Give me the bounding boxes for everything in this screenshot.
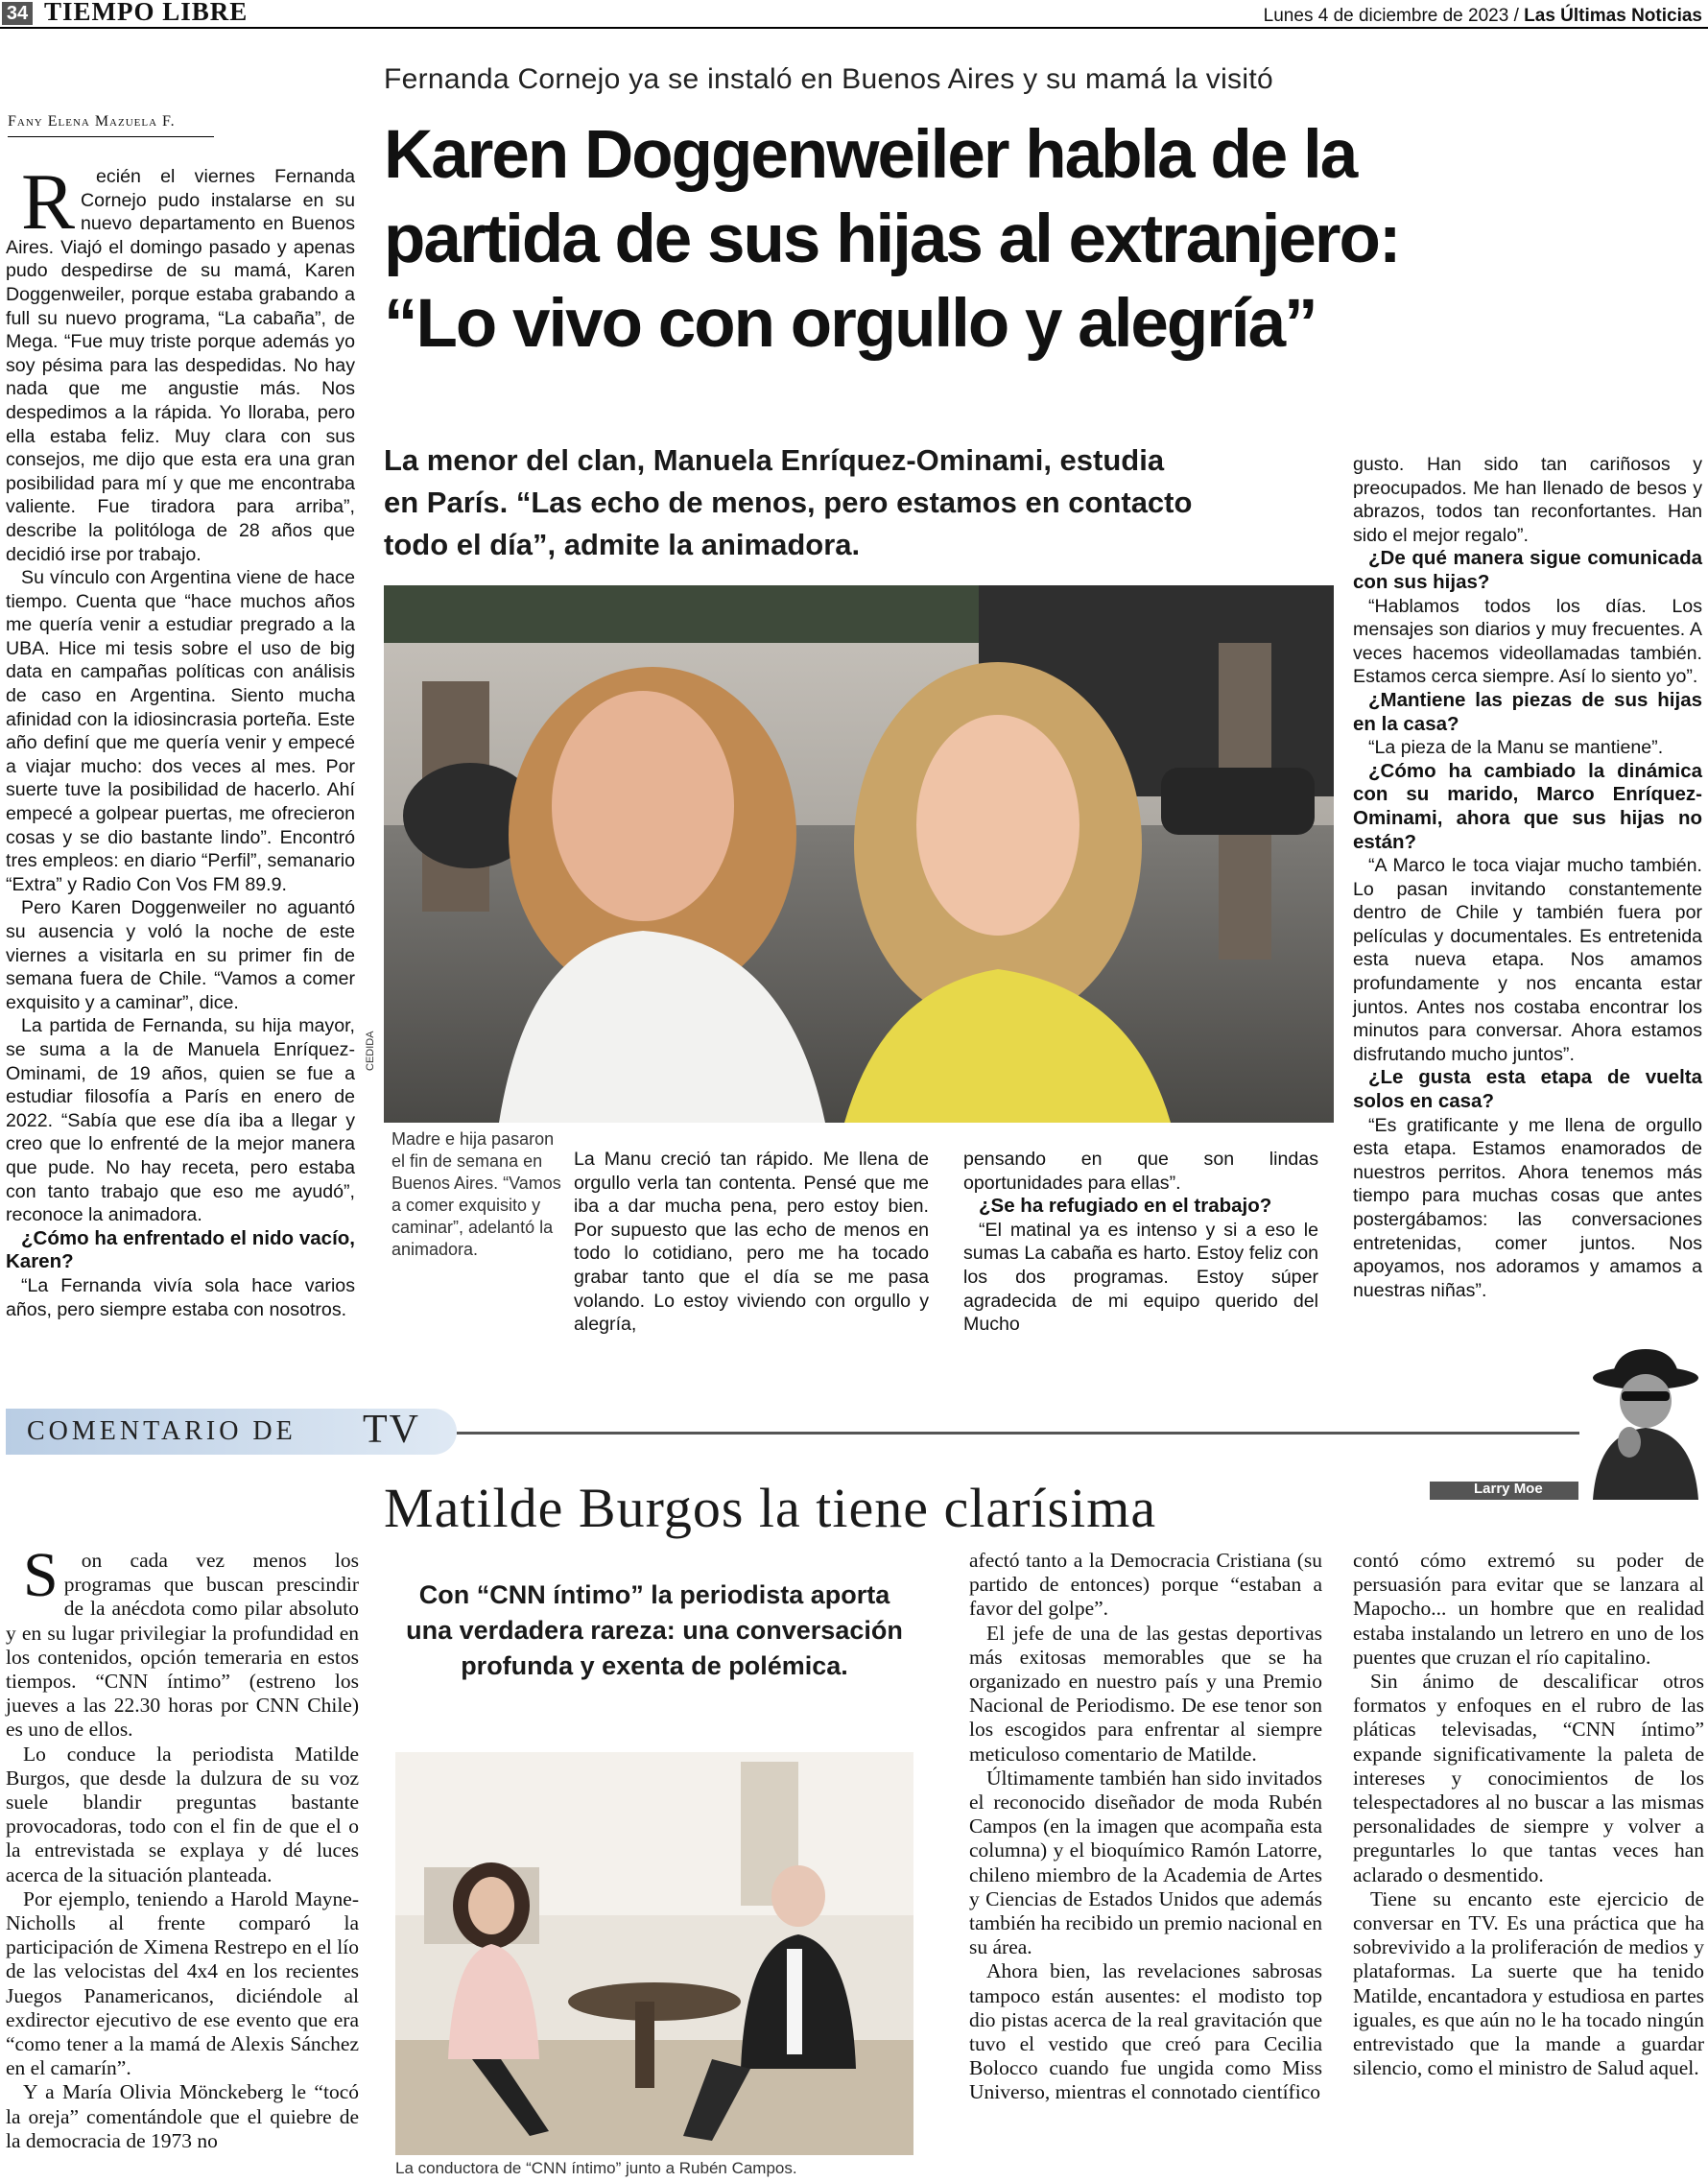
paragraph: afectó tanto a la Democracia Cristiana (su partido de entonces) porque “estaban a favor del golpe”.: [969, 1549, 1322, 1621]
paragraph: Tiene su encanto este ejercicio de conversar en TV. Es una práctica que ha sobrevivido a la proliferación de medios y plataformas. La suerte que ha tenido Matilde, encantadora y estudiosa en partes iguales, es que aún no le ha tocado ningún entrevistado que la mande a guardar silencio, como el ministro de Salud aquel.: [1353, 1886, 1704, 2080]
section-banner: [6, 1409, 457, 1455]
section-banner-tv: TV: [363, 1408, 420, 1452]
paragraph: Recién el viernes Fernanda Cornejo pudo instalarse en su nuevo departamento en Buenos Aires. Viajó el domingo pasado y apenas pudo despedirse de su mamá, Karen Doggenweiler, porque estaba grabando a full su nuevo programa, “La cabaña”, de Mega. “Fue muy triste porque además yo soy pésima para las despedidas. No hay nada que me angustie más. Nos despedimos a la rápida. Yo lloraba, pero ella estaba feliz. Muy clara con sus consejos, me dijo que esta era una gran posibilidad para mí y que me encontraba valiente. Fue tiradora para arriba”, describe la politóloga de 28 años que decidió irse por trabajo.: [6, 157, 355, 565]
paragraph: Y a María Olivia Mönckeberg le “tocó la oreja” comentándole que el quiebre de la democracia de 1973 no: [6, 2080, 359, 2152]
paragraph: “El matinal ya es intenso y si a eso le sumas La cabaña es harto. Estoy feliz con los dos programas. Estoy súper agradecida de mi equipo querido del Mucho: [963, 1219, 1318, 1336]
section-banner-label: COMENTARIO DE: [27, 1416, 297, 1446]
paragraph: El jefe de una de las gestas deportivas más exitosas memorables que se ha organizado en nuestro país y una Premio Nacional de Periodismo. De ese tenor son los escogidos para enfrentar al siempre meticuloso comentario de Matilde.: [969, 1621, 1322, 1766]
tv-column-3: [969, 1549, 1322, 2105]
question: ¿Cómo ha cambiado la dinámica con su marido, Marco Enríquez-Ominami, ahora que sus hijas no están?: [1353, 759, 1702, 853]
columnist-name: Larry Moe: [1474, 1481, 1543, 1497]
paragraph: “La pieza de la Manu se mantiene”.: [1368, 737, 1664, 759]
tv-photo-illustration: [395, 1752, 913, 2155]
columnist-illustration: [1583, 1341, 1703, 1500]
photo-caption: Madre e hija pasaron el fin de semana en Buenos Aires. “Vamos a comer exquisito y caminar”, adelantó la animadora.: [391, 1129, 561, 1259]
kicker: Fernanda Cornejo ya se instaló en Buenos Aires y su mamá la visitó: [384, 63, 1273, 95]
section-rule: [457, 1432, 1579, 1435]
question: ¿De qué manera sigue comunicada con sus hijas?: [1353, 547, 1702, 593]
lead: [384, 439, 1343, 566]
photo-mother-daughter: [384, 585, 1334, 1123]
tv-column-4: [1353, 1549, 1704, 2080]
paragraph: pensando en que son lindas oportunidades para ellas”.: [963, 1149, 1318, 1194]
lead-line-1: La menor del clan, Manuela Enríquez-Ominami, estudia: [384, 443, 1165, 477]
header-rule: [0, 27, 1708, 29]
article-column-3: [963, 1148, 1318, 1337]
paragraph: La Manu creció tan rápido. Me llena de orgullo verla tan contenta. Pensé que me iba a dar mucha pena, pero estoy bien. Por supuesto que las echo de menos en todo lo cotidiano, pero me ha tocado grabar tanto que el día se me pasa volando. Lo estoy viviendo con orgullo y alegría,: [574, 1149, 929, 1336]
headline-line-1: Karen Doggenweiler habla de la: [384, 117, 1357, 193]
headline-line-2: partida de sus hijas al extranjero:: [384, 202, 1400, 277]
paragraph: “Es gratificante y me llena de orgullo esta etapa. Estamos enamorados de nuestros perritos. Ahora tenemos más tiempo para muchas cosas que antes postergábamos: las conversaciones entretenidas, comer juntos. Nos apoyamos, nos adoramos y amamos a nuestras niñas”.: [1353, 1114, 1702, 1301]
photo-credit: CEDIDA: [365, 1031, 376, 1071]
issue-date: Lunes 4 de diciembre de 2023: [1263, 6, 1509, 26]
article-column-2: [574, 1148, 929, 1337]
question: ¿Mantiene las piezas de sus hijas en la casa?: [1353, 688, 1702, 735]
dateline-separator: /: [1513, 6, 1519, 26]
section-title: TIEMPO LIBRE: [44, 0, 249, 26]
paragraph: Son cada vez menos los programas que buscan prescindir de la anécdota como pilar absoluto y en su lugar privilegiar la profundidad en los contenidos, opción temeraria en estos tiempos. “CNN íntimo” (estreno los jueves a las 22.30 horas por CNN Chile) es uno de ellos.: [6, 1540, 359, 1742]
article-column-1: [6, 157, 355, 1321]
photo-illustration: [384, 585, 1334, 1123]
paragraph: gusto. Han sido tan cariñosos y preocupados. Me han llenado de besos y abrazos, todos tan reconfortantes. Han sido el mejor regalo”.: [1353, 454, 1702, 546]
paragraph: Últimamente también han sido invitados el reconocido diseñador de moda Rubén Campos (en la imagen que acompaña esta columna) y el bioquímico Ramón Latorre, chileno miembro de la Academia de Artes y Ciencias de Estados Unidos que además también ha recibido un premio nacional en su área.: [969, 1766, 1322, 1959]
paragraph: Por ejemplo, teniendo a Harold Mayne-Nicholls al frente comparó la participación de Ximena Restrepo en el lío de las velocistas del 4x4 en los recientes Juegos Panamericanos, diciéndole al exdirector ejecutivo de ese evento que era “como tener a la mamá de Alexis Sánchez en el camarín”.: [6, 1886, 359, 2080]
header-dateline: [1264, 6, 1702, 27]
paragraph: Pero Karen Doggenweiler no aguantó su ausencia y voló la noche de este viernes a visitarla en su primer fin de semana fuera de Chile. “Vamos a comer exquisito y a caminar”, dice.: [6, 897, 355, 1013]
newspaper-name: Las Últimas Noticias: [1524, 6, 1702, 26]
byline-rule: [8, 136, 214, 137]
headline: [384, 113, 1698, 367]
lead-line-2: en París. “Las echo de menos, pero estamos en contacto: [384, 486, 1193, 519]
paragraph: contó cómo extremó su poder de persuasión para evitar que se lanzara al Mapocho... un hombre que en realidad estaba instalando un letrero en uno de los puentes que cruzan el río capitalino.: [1353, 1549, 1704, 1669]
page-header: [0, 0, 1708, 29]
lead-line-3: todo el día”, admite la animadora.: [384, 528, 861, 561]
byline: Fany Elena Mazuela F.: [8, 113, 176, 130]
tv-column-1: [6, 1540, 359, 2153]
paragraph: La partida de Fernanda, su hija mayor, se suma a la de Manuela Enríquez-Ominami, de 19 años, quien se fue a estudiar filosofía a París en enero de 2022. “Sabía que ese día iba a llegar y creo que lo enfrenté de la mejor manera que pude. No hay receta, pero estaba con tanto trabajo que eso me ayudó”, reconoce la animadora.: [6, 1015, 355, 1226]
photo-cnn-intimo: [395, 1752, 913, 2155]
paragraph: “A Marco le toca viajar mucho también. Lo pasan invitando constantemente dentro de Chile y también fuera por películas y documentales. Es entretenida esta nueva etapa. Nos amamos profundamente y nos encanta estar juntos. Antes nos costaba encontrar los minutos para conversar. Ahora estamos disfrutando mucho juntos”.: [1353, 855, 1702, 1065]
paragraph: Ahora bien, las revelaciones sabrosas tampoco están ausentes: el modisto top dio pistas acerca de la real gravitación que tuvo el vestido que creó para Cecilia Bolocco cuando fue ungida como Miss Universo, mientras el connotado científico: [969, 1959, 1322, 2104]
page-number: 34: [2, 2, 33, 25]
paragraph: Lo conduce la periodista Matilde Burgos, que desde la dulzura de su voz suele blandir preguntas bastante provocadoras, todo con el fin de que el o la entrevistada se explaya y dé luces acerca de la situación planteada.: [6, 1742, 359, 1886]
article-column-4: [1353, 453, 1702, 1302]
paragraph: Su vínculo con Argentina viene de hace tiempo. Cuenta que “hace muchos años me quería venir a estudiar pregrado a la UBA. Hice mi tesis sobre el uso de big data en campañas políticas con análisis de caso en Argentina. Siento mucha afinidad con la idiosincrasia porteña. Este año definí que me quería venir y empecé a viajar mucho: dos veces al mes. Por suerte tuve la posibilidad de hacerlo. Ahí empecé a golpear puertas, me ofrecieron cosas y se dio bastante lindo”. Encontró tres empleos: en diario “Perfil”, semanario “Extra” y Radio Con Vos FM 89.9.: [6, 567, 355, 895]
paragraph: “La Fernanda vivía sola hace varios años, pero siempre estaba con nosotros.: [6, 1274, 355, 1320]
question: ¿Cómo ha enfrentado el nido vacío, Karen?: [6, 1226, 355, 1273]
paragraph: Sin ánimo de descalificar otros formatos y enfoques en el rubro de las pláticas televisadas, “CNN íntimo” expande significativamente la paleta de intereses y conocimientos de los telespectadores al no buscar a las mismas personalidades de siempre y volver a preguntarles lo que tantas veces han aclarado o desmentido.: [1353, 1670, 1704, 1886]
columnist-portrait: [1583, 1341, 1703, 1500]
tv-headline: Matilde Burgos la tiene clarísima: [384, 1477, 1157, 1539]
tv-photo-caption: La conductora de “CNN íntimo” junto a Rubén Campos.: [395, 2159, 797, 2177]
question: ¿Le gusta esta etapa de vuelta solos en casa?: [1353, 1066, 1702, 1113]
tv-deck: Con “CNN íntimo” la periodista aporta una verdadera rareza: una conversación profunda y exenta de polémica.: [406, 1580, 903, 1680]
paragraph: “Hablamos todos los días. Los mensajes son diarios y muy frecuentes. A veces hacemos videollamadas también. Estamos cerca siempre. Así lo siento yo”.: [1353, 595, 1702, 688]
question: ¿Se ha refugiado en el trabajo?: [979, 1195, 1272, 1218]
headline-line-3: “Lo vivo con orgullo y alegría”: [384, 286, 1317, 362]
